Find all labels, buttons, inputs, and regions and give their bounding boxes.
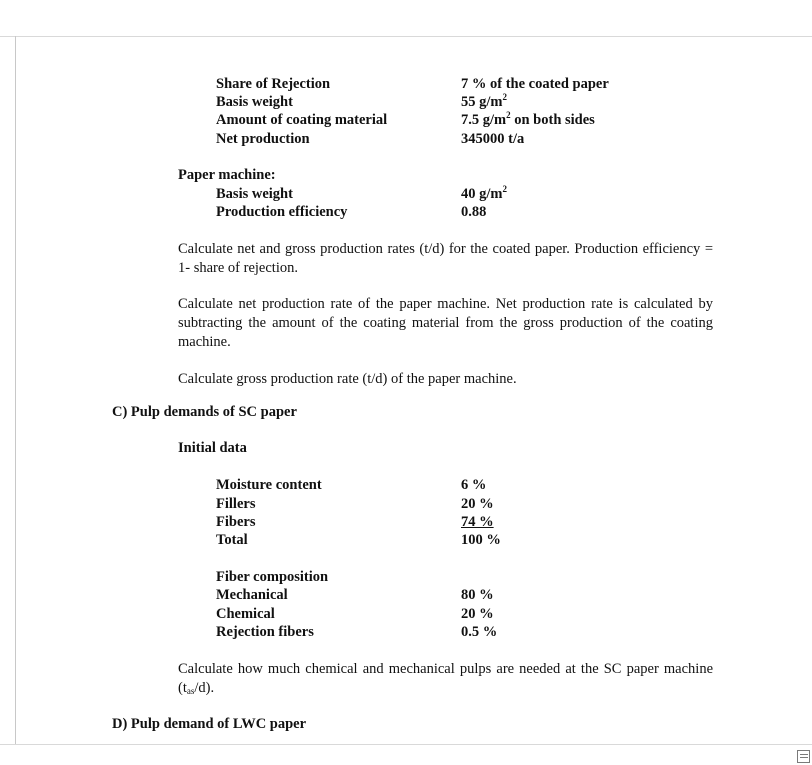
fiber-composition-heading: Fiber composition xyxy=(216,569,329,585)
fiber-label-mechanical: Mechanical xyxy=(216,587,288,603)
comp-value-fibers: 74 % xyxy=(461,514,494,530)
comp-label-moisture: Moisture content xyxy=(216,477,322,493)
section-d-heading: D) Pulp demand of LWC paper xyxy=(112,716,307,732)
param-label-share-of-rejection: Share of Rejection xyxy=(216,76,331,92)
comp-label-total: Total xyxy=(216,532,248,548)
paper-machine-heading: Paper machine: xyxy=(178,167,276,183)
comp-label-fillers: Fillers xyxy=(216,496,256,512)
section-c-heading: C) Pulp demands of SC paper xyxy=(112,404,297,420)
param-value-share-of-rejection: 7 % of the coated paper xyxy=(461,76,609,92)
fiber-value-chemical: 20 % xyxy=(461,606,494,622)
paragraph-sc-pulp-question: Calculate how much chemical and mechanical pulps are needed at the SC paper machine $(t_{as}/d)$. xyxy=(178,661,713,696)
comp-value-fillers: 20 % xyxy=(461,496,494,512)
fiber-value-rejection: 0.5 % xyxy=(461,624,498,640)
initial-data-heading: Initial data xyxy=(178,440,247,456)
pm-label-production-efficiency: Production efficiency xyxy=(216,204,348,220)
comp-value-total: 100 % xyxy=(461,532,501,548)
paragraph-coated-production: Calculate net and gross production rates (t/d) for the coated paper. Production efficiency = 1- share of rejection. xyxy=(178,241,713,276)
param-value-basis-weight: 55 $g/m^2$ xyxy=(461,92,507,110)
pm-value-basis-weight: 40 $g/m^2$ xyxy=(461,184,507,202)
paragraph-paper-machine-gross: Calculate gross production rate (t/d) of the paper machine. xyxy=(178,371,517,387)
param-value-coating-amount: 7.5 $g/m^2$ on both sides xyxy=(461,110,595,128)
fiber-value-mechanical: 80 % xyxy=(461,587,494,603)
pm-label-basis-weight: Basis weight xyxy=(216,186,293,202)
comp-value-moisture: 6 % xyxy=(461,477,487,493)
comp-label-fibers: Fibers xyxy=(216,514,256,530)
paragraph-paper-machine-net: Calculate net production rate of the paper machine. Net production rate is calculated by subtracting the amount of the coating material from the gross production of the coating machine. xyxy=(178,296,713,350)
pm-value-production-efficiency: 0.88 xyxy=(461,204,487,220)
document-page xyxy=(0,36,812,745)
page-view-icon[interactable] xyxy=(797,750,810,763)
bottom-bar xyxy=(0,744,812,765)
param-value-net-production: 345000 t/a xyxy=(461,131,525,147)
param-label-coating-amount: Amount of coating material xyxy=(216,112,388,128)
param-label-net-production: Net production xyxy=(216,131,310,147)
fiber-label-chemical: Chemical xyxy=(216,606,275,622)
top-margin xyxy=(0,0,812,36)
param-label-basis-weight: Basis weight xyxy=(216,94,293,110)
page-left-edge xyxy=(15,36,16,744)
fiber-label-rejection: Rejection fibers xyxy=(216,624,314,640)
